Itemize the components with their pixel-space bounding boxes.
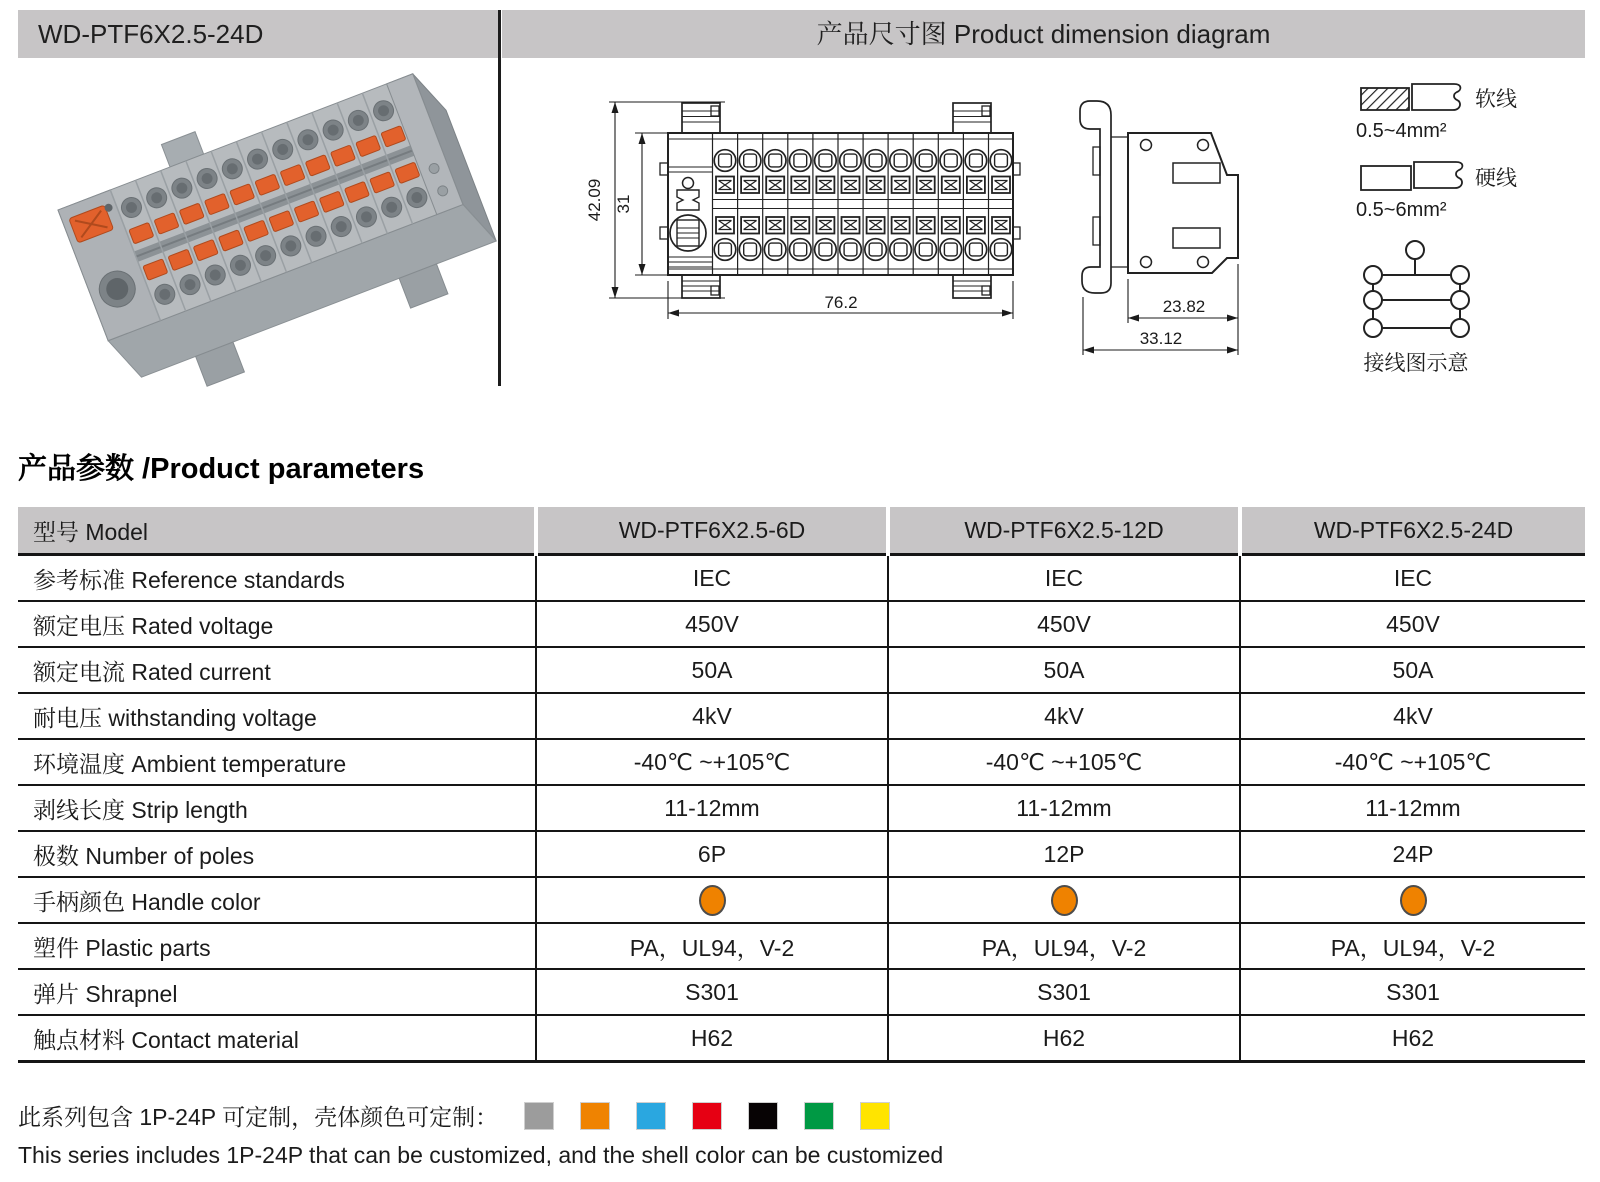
cell: 4kV: [536, 693, 888, 739]
hard-wire-label: 硬线: [1475, 167, 1517, 190]
cell: 450V: [888, 601, 1240, 647]
cell: -40℃ ~+105℃: [1240, 739, 1585, 785]
dim-depth-outer: 33.12: [1139, 329, 1183, 348]
table-row: [18, 555, 1585, 602]
col-header-6d: WD-PTF6X2.5-6D: [536, 507, 888, 555]
customization-note-zh: 此系列包含 1P-24P 可定制，壳体颜色可定制：: [18, 1104, 499, 1130]
row-label: 额定电压 Rated voltage: [18, 601, 536, 647]
model-title: WD-PTF6X2.5-24D: [38, 19, 264, 49]
table-row: [18, 693, 1585, 739]
hard-wire-range: 0.5~6mm²: [1356, 199, 1447, 221]
table-row: [18, 647, 1585, 693]
row-label: 塑件 Plastic parts: [18, 923, 536, 969]
handle-color-swatch: [1051, 885, 1078, 916]
cell: S301: [536, 969, 888, 1015]
shell-color-swatch-black: [748, 1102, 778, 1130]
cell: [888, 877, 1240, 923]
wire-spec-panel: [1328, 78, 1543, 383]
cell: 11-12mm: [888, 785, 1240, 831]
cell: 12P: [888, 831, 1240, 877]
row-label: 手柄颜色 Handle color: [18, 877, 536, 923]
shell-color-swatch-yellow: [860, 1102, 890, 1130]
table-row: [18, 969, 1585, 1015]
table-row: [18, 831, 1585, 877]
col-header-12d: WD-PTF6X2.5-12D: [888, 507, 1240, 555]
table-row: [18, 923, 1585, 969]
cell: PA，UL94，V-2: [536, 923, 888, 969]
model-header-bar: [18, 10, 498, 58]
cell: [1240, 877, 1585, 923]
table-row-handle-color: [18, 877, 1585, 923]
cell: 11-12mm: [1240, 785, 1585, 831]
cell: S301: [888, 969, 1240, 1015]
cell: 11-12mm: [536, 785, 888, 831]
cell: H62: [536, 1015, 888, 1062]
dim-depth-inner: 23.82: [1162, 297, 1206, 316]
table-row: [18, 785, 1585, 831]
dim-height-outer: 42.09: [585, 178, 604, 222]
cell: 24P: [1240, 831, 1585, 877]
cell: [536, 877, 888, 923]
wiring-schematic: [1364, 241, 1469, 337]
row-label: 额定电流 Rated current: [18, 647, 536, 693]
table-header-row: [18, 507, 1585, 555]
row-label: 环境温度 Ambient temperature: [18, 739, 536, 785]
table-row: [18, 1015, 1585, 1062]
cell: H62: [888, 1015, 1240, 1062]
cell: 4kV: [888, 693, 1240, 739]
shell-color-swatch-green: [804, 1102, 834, 1130]
cell: 50A: [536, 647, 888, 693]
cell: 450V: [536, 601, 888, 647]
cell: -40℃ ~+105℃: [888, 739, 1240, 785]
col-header-model: 型号 Model: [18, 507, 536, 555]
soft-wire-icon: [1361, 88, 1409, 110]
cell: 6P: [536, 831, 888, 877]
dim-height-inner: 31: [614, 194, 633, 214]
front-view-drawing: [585, 85, 1035, 335]
cell: -40℃ ~+105℃: [536, 739, 888, 785]
table-row: [18, 601, 1585, 647]
shell-color-swatch-gray: [524, 1102, 554, 1130]
dimension-header-bar: [502, 10, 1585, 58]
dim-width: 76.2: [824, 293, 858, 312]
row-label: 弹片 Shrapnel: [18, 969, 536, 1015]
top-section: [0, 0, 1600, 420]
row-label: 耐电压 withstanding voltage: [18, 693, 536, 739]
cell: 50A: [888, 647, 1240, 693]
hard-wire-icon: [1361, 166, 1411, 190]
customization-note: [18, 1099, 1600, 1132]
customization-note-en: This series includes 1P-24P that can be customized, and the shell color can be customized: [18, 1142, 944, 1168]
soft-wire-label: 软线: [1475, 88, 1517, 111]
cell: IEC: [536, 555, 888, 602]
col-header-24d: WD-PTF6X2.5-24D: [1240, 507, 1585, 555]
cell: PA，UL94，V-2: [1240, 923, 1585, 969]
cell: H62: [1240, 1015, 1585, 1062]
row-label: 参考标准 Reference standards: [18, 555, 536, 602]
section-heading: 产品参数 /Product parameters: [18, 453, 425, 485]
row-label: 触点材料 Contact material: [18, 1015, 536, 1062]
row-label: 剥线长度 Strip length: [18, 785, 536, 831]
cell: IEC: [1240, 555, 1585, 602]
shell-color-swatch-orange: [580, 1102, 610, 1130]
wiring-caption: 接线图示意: [1363, 352, 1469, 375]
table-row: [18, 739, 1585, 785]
soft-wire-range: 0.5~4mm²: [1356, 120, 1447, 142]
handle-color-swatch: [699, 885, 726, 916]
cell: S301: [1240, 969, 1585, 1015]
cell: IEC: [888, 555, 1240, 602]
shell-color-swatch-red: [692, 1102, 722, 1130]
cell: 4kV: [1240, 693, 1585, 739]
cell: 450V: [1240, 601, 1585, 647]
dimension-title: 产品尺寸图 Product dimension diagram: [816, 19, 1271, 49]
cell: PA，UL94，V-2: [888, 923, 1240, 969]
side-view-drawing: [1053, 85, 1263, 365]
shell-color-swatch-blue: [636, 1102, 666, 1130]
product-photo: [12, 60, 497, 395]
parameters-table: [18, 507, 1585, 1063]
panel-divider: [498, 10, 501, 386]
row-label: 极数 Number of poles: [18, 831, 536, 877]
cell: 50A: [1240, 647, 1585, 693]
handle-color-swatch: [1400, 885, 1427, 916]
